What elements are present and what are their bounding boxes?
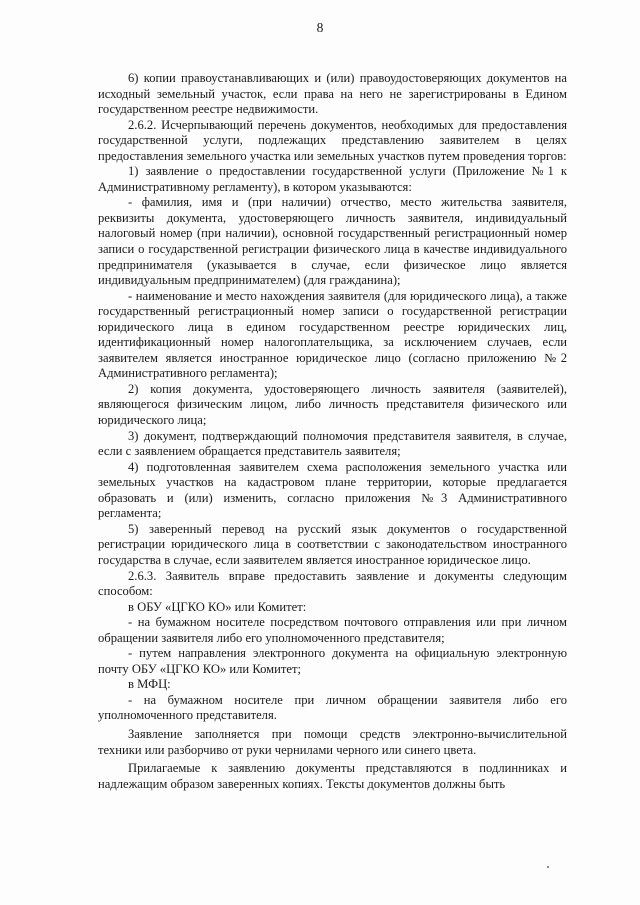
paragraph: 6) копии правоустанавливающих и (или) правоудостоверяющих документов на исходный земельный участок, если права на него не зарегистрированы в Едином государственном реестре недвижимости. bbox=[98, 71, 567, 117]
page-number: 8 bbox=[316, 20, 324, 35]
document-body bbox=[98, 71, 567, 792]
paragraph: 2) копия документа, удостоверяющего личность заявителя (заявителей), являющегося физическим лицом, либо личность представителя физического или юридического лица; bbox=[98, 381, 567, 428]
paragraph: в МФЦ: bbox=[128, 677, 171, 692]
paragraph: - на бумажном носителе посредством почтового отправления или при личном обращении заявителя либо его уполномоченного представителя; bbox=[98, 615, 567, 645]
paragraph: 3) документ, подтверждающий полномочия представителя заявителя, в случае, если с заявлением обращается представитель заявителя; bbox=[98, 428, 567, 459]
paragraph: Заявление заполняется при помощи средств электронно-вычислительной техники или разборчиво от руки чернилами черного или синего цвета. bbox=[98, 726, 567, 757]
paragraph: 5) заверенный перевод на русский язык документов о государственной регистрации юридического лица в соответствии с законодательством иностранного государства в случае, если заявителем является иностранное юридическое лицо. bbox=[98, 521, 567, 567]
paragraph: 2.6.3. Заявитель вправе предоставить заявление и документы следующим способом: bbox=[98, 568, 567, 599]
paragraph: - фамилия, имя и (при наличии) отчество, место жительства заявителя, реквизиты документа, удостоверяющего личность заявителя, индивидуальный налоговый номер (при наличии), основной государственный регистрационный номер записи о государственной регистрации физического лица в качестве индивидуального предпринимателя (указывается в случае, если физическое лицо является индивидуальным предпринимателем) (для гражданина); bbox=[98, 195, 567, 288]
paragraph: - путем направления электронного документа на официальную электронную почту ОБУ «ЦГКО КО» или Комитет; bbox=[98, 646, 567, 676]
paragraph: - наименование и место нахождения заявителя (для юридического лица), а также государственный регистрационный номер записи о государственной регистрации юридического лица в едином государственном реестре юридических лиц, идентификационный номер налогоплательщика, за исключением случаев, если заявителем является иностранное юридическое лицо (согласно приложению №2 Административного регламента); bbox=[98, 288, 567, 381]
paragraph: 1) заявление о предоставлении государственной услуги (Приложение №1 к Административному регламенту), в котором указываются: bbox=[98, 164, 567, 194]
paragraph: 2.6.2. Исчерпывающий перечень документов, необходимых для предоставления государственной услуги, подлежащих представлению заявителем в целях предоставления земельного участка или земельных участков путем проведения торгов: bbox=[98, 117, 567, 163]
scan-speck bbox=[547, 866, 549, 868]
paragraph: 4) подготовленная заявителем схема расположения земельного участка или земельных участков на кадастровом плане территории, которые предлагается образовать и (или) изменить, согласно приложения №3 Административного регламента; bbox=[98, 459, 567, 521]
paragraph: в ОБУ «ЦГКО КО» или Комитет: bbox=[128, 599, 307, 614]
paragraph: - на бумажном носителе при личном обращении заявителя либо его уполномоченного представителя. bbox=[98, 692, 567, 723]
paragraph: Прилагаемые к заявлению документы представляются в подлинниках и надлежащим образом заверенных копиях. Тексты документов должны быть bbox=[98, 761, 567, 791]
